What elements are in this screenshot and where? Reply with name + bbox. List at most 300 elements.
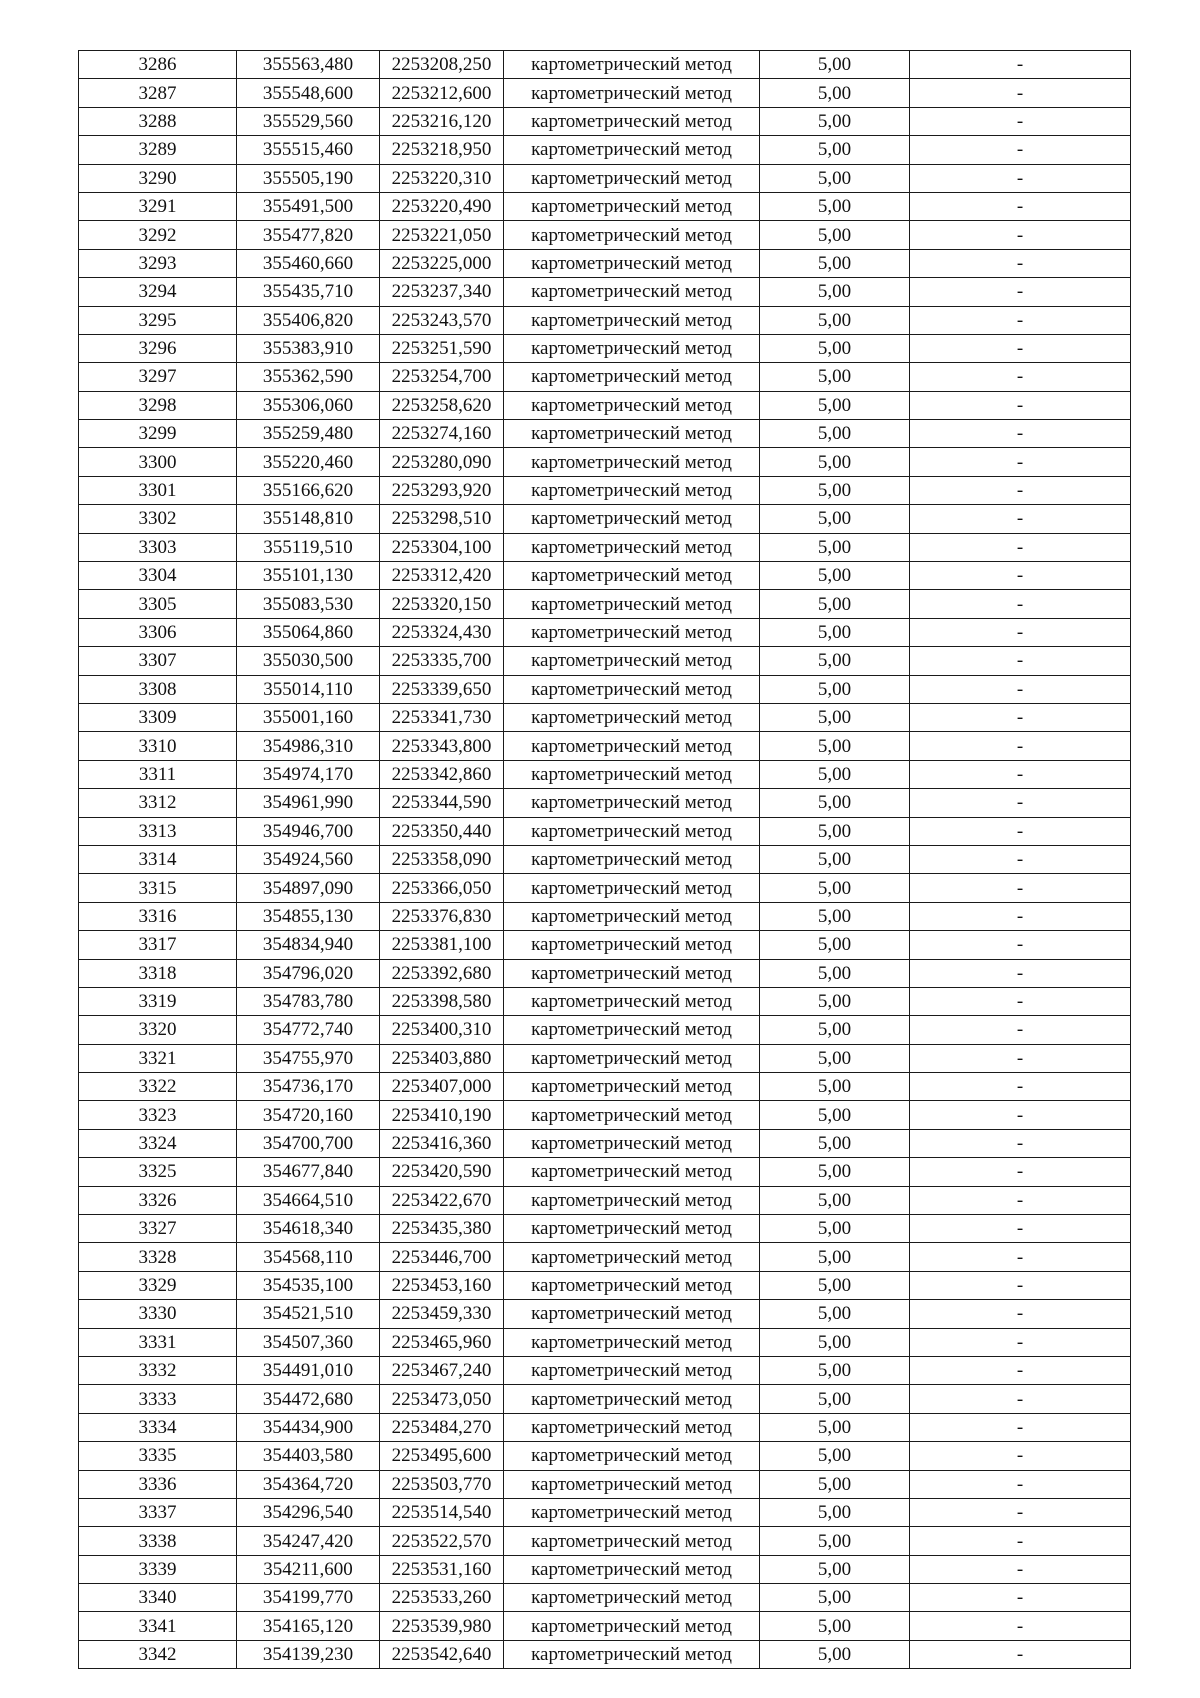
method-cell: картометрический метод [504,618,760,646]
x-coordinate-cell: 355529,560 [237,107,380,135]
description-cell: - [910,221,1131,249]
y-coordinate-cell: 2253465,960 [380,1328,504,1356]
accuracy-cell: 5,00 [760,1385,910,1413]
y-coordinate-cell: 2253237,340 [380,278,504,306]
coordinates-table [78,50,1131,1669]
description-cell: - [910,675,1131,703]
table-row [79,391,1131,419]
method-cell: картометрический метод [504,1470,760,1498]
accuracy-cell: 5,00 [760,902,910,930]
y-coordinate-cell: 2253208,250 [380,51,504,79]
y-coordinate-cell: 2253522,570 [380,1527,504,1555]
table-row [79,448,1131,476]
x-coordinate-cell: 355148,810 [237,505,380,533]
x-coordinate-cell: 354568,110 [237,1243,380,1271]
method-cell: картометрический метод [504,1101,760,1129]
x-coordinate-cell: 355064,860 [237,618,380,646]
description-cell: - [910,1101,1131,1129]
accuracy-cell: 5,00 [760,987,910,1015]
table-row [79,51,1131,79]
table-row [79,618,1131,646]
point-number-cell: 3288 [79,107,237,135]
method-cell: картометрический метод [504,448,760,476]
y-coordinate-cell: 2253514,540 [380,1498,504,1526]
description-cell: - [910,1215,1131,1243]
description-cell: - [910,79,1131,107]
description-cell: - [910,1243,1131,1271]
point-number-cell: 3298 [79,391,237,419]
point-number-cell: 3321 [79,1044,237,1072]
table-row [79,1470,1131,1498]
point-number-cell: 3308 [79,675,237,703]
point-number-cell: 3342 [79,1640,237,1668]
y-coordinate-cell: 2253381,100 [380,931,504,959]
y-coordinate-cell: 2253403,880 [380,1044,504,1072]
y-coordinate-cell: 2253220,310 [380,164,504,192]
x-coordinate-cell: 354139,230 [237,1640,380,1668]
y-coordinate-cell: 2253503,770 [380,1470,504,1498]
table-row [79,874,1131,902]
method-cell: картометрический метод [504,334,760,362]
description-cell: - [910,817,1131,845]
description-cell: - [910,732,1131,760]
x-coordinate-cell: 354986,310 [237,732,380,760]
accuracy-cell: 5,00 [760,1470,910,1498]
method-cell: картометрический метод [504,51,760,79]
point-number-cell: 3316 [79,902,237,930]
y-coordinate-cell: 2253420,590 [380,1158,504,1186]
accuracy-cell: 5,00 [760,1158,910,1186]
y-coordinate-cell: 2253400,310 [380,1016,504,1044]
method-cell: картометрический метод [504,931,760,959]
x-coordinate-cell: 355435,710 [237,278,380,306]
y-coordinate-cell: 2253542,640 [380,1640,504,1668]
x-coordinate-cell: 354618,340 [237,1215,380,1243]
method-cell: картометрический метод [504,192,760,220]
description-cell: - [910,1470,1131,1498]
accuracy-cell: 5,00 [760,562,910,590]
table-row [79,817,1131,845]
x-coordinate-cell: 355563,480 [237,51,380,79]
point-number-cell: 3330 [79,1300,237,1328]
y-coordinate-cell: 2253446,700 [380,1243,504,1271]
description-cell: - [910,902,1131,930]
method-cell: картометрический метод [504,1044,760,1072]
table-row [79,959,1131,987]
description-cell: - [910,1527,1131,1555]
table-row [79,278,1131,306]
y-coordinate-cell: 2253344,590 [380,789,504,817]
point-number-cell: 3328 [79,1243,237,1271]
point-number-cell: 3341 [79,1612,237,1640]
accuracy-cell: 5,00 [760,1612,910,1640]
description-cell: - [910,562,1131,590]
point-number-cell: 3300 [79,448,237,476]
x-coordinate-cell: 354974,170 [237,760,380,788]
table-row [79,789,1131,817]
point-number-cell: 3310 [79,732,237,760]
accuracy-cell: 5,00 [760,51,910,79]
x-coordinate-cell: 354897,090 [237,874,380,902]
table-row [79,1016,1131,1044]
y-coordinate-cell: 2253435,380 [380,1215,504,1243]
table-row [79,703,1131,731]
table-row [79,562,1131,590]
y-coordinate-cell: 2253398,580 [380,987,504,1015]
description-cell: - [910,533,1131,561]
method-cell: картометрический метод [504,817,760,845]
x-coordinate-cell: 354720,160 [237,1101,380,1129]
method-cell: картометрический метод [504,136,760,164]
accuracy-cell: 5,00 [760,675,910,703]
x-coordinate-cell: 354755,970 [237,1044,380,1072]
accuracy-cell: 5,00 [760,1101,910,1129]
point-number-cell: 3334 [79,1413,237,1441]
y-coordinate-cell: 2253392,680 [380,959,504,987]
method-cell: картометрический метод [504,278,760,306]
table-row [79,1215,1131,1243]
y-coordinate-cell: 2253539,980 [380,1612,504,1640]
point-number-cell: 3289 [79,136,237,164]
description-cell: - [910,1356,1131,1384]
x-coordinate-cell: 355166,620 [237,476,380,504]
point-number-cell: 3301 [79,476,237,504]
table-row [79,647,1131,675]
x-coordinate-cell: 355306,060 [237,391,380,419]
accuracy-cell: 5,00 [760,931,910,959]
table-row [79,760,1131,788]
x-coordinate-cell: 354364,720 [237,1470,380,1498]
description-cell: - [910,1385,1131,1413]
table-row [79,476,1131,504]
description-cell: - [910,959,1131,987]
method-cell: картометрический метод [504,476,760,504]
x-coordinate-cell: 354491,010 [237,1356,380,1384]
description-cell: - [910,590,1131,618]
method-cell: картометрический метод [504,902,760,930]
y-coordinate-cell: 2253293,920 [380,476,504,504]
point-number-cell: 3304 [79,562,237,590]
accuracy-cell: 5,00 [760,959,910,987]
y-coordinate-cell: 2253298,510 [380,505,504,533]
description-cell: - [910,1129,1131,1157]
method-cell: картометрический метод [504,562,760,590]
y-coordinate-cell: 2253416,360 [380,1129,504,1157]
accuracy-cell: 5,00 [760,249,910,277]
description-cell: - [910,1640,1131,1668]
description-cell: - [910,874,1131,902]
table-row [79,107,1131,135]
table-row [79,136,1131,164]
table-row [79,1442,1131,1470]
point-number-cell: 3286 [79,51,237,79]
description-cell: - [910,278,1131,306]
point-number-cell: 3333 [79,1385,237,1413]
table-row [79,675,1131,703]
accuracy-cell: 5,00 [760,448,910,476]
table-row [79,1044,1131,1072]
method-cell: картометрический метод [504,221,760,249]
y-coordinate-cell: 2253221,050 [380,221,504,249]
y-coordinate-cell: 2253410,190 [380,1101,504,1129]
y-coordinate-cell: 2253342,860 [380,760,504,788]
point-number-cell: 3323 [79,1101,237,1129]
y-coordinate-cell: 2253366,050 [380,874,504,902]
x-coordinate-cell: 355030,500 [237,647,380,675]
accuracy-cell: 5,00 [760,1640,910,1668]
accuracy-cell: 5,00 [760,789,910,817]
y-coordinate-cell: 2253533,260 [380,1584,504,1612]
accuracy-cell: 5,00 [760,278,910,306]
description-cell: - [910,306,1131,334]
accuracy-cell: 5,00 [760,1498,910,1526]
description-cell: - [910,505,1131,533]
table-row [79,1300,1131,1328]
description-cell: - [910,420,1131,448]
y-coordinate-cell: 2253320,150 [380,590,504,618]
point-number-cell: 3303 [79,533,237,561]
accuracy-cell: 5,00 [760,1300,910,1328]
accuracy-cell: 5,00 [760,618,910,646]
description-cell: - [910,1073,1131,1101]
point-number-cell: 3325 [79,1158,237,1186]
description-cell: - [910,476,1131,504]
point-number-cell: 3296 [79,334,237,362]
x-coordinate-cell: 354783,780 [237,987,380,1015]
accuracy-cell: 5,00 [760,1186,910,1214]
point-number-cell: 3287 [79,79,237,107]
description-cell: - [910,249,1131,277]
point-number-cell: 3295 [79,306,237,334]
accuracy-cell: 5,00 [760,647,910,675]
description-cell: - [910,1328,1131,1356]
table-row [79,845,1131,873]
method-cell: картометрический метод [504,505,760,533]
x-coordinate-cell: 355383,910 [237,334,380,362]
point-number-cell: 3339 [79,1555,237,1583]
description-cell: - [910,1498,1131,1526]
x-coordinate-cell: 354472,680 [237,1385,380,1413]
description-cell: - [910,1584,1131,1612]
point-number-cell: 3327 [79,1215,237,1243]
table-row [79,1101,1131,1129]
method-cell: картометрический метод [504,1385,760,1413]
method-cell: картометрический метод [504,1158,760,1186]
table-row [79,306,1131,334]
y-coordinate-cell: 2253407,000 [380,1073,504,1101]
point-number-cell: 3322 [79,1073,237,1101]
y-coordinate-cell: 2253341,730 [380,703,504,731]
accuracy-cell: 5,00 [760,533,910,561]
method-cell: картометрический метод [504,306,760,334]
point-number-cell: 3302 [79,505,237,533]
point-number-cell: 3319 [79,987,237,1015]
x-coordinate-cell: 354199,770 [237,1584,380,1612]
table-row [79,1243,1131,1271]
table-row [79,1328,1131,1356]
x-coordinate-cell: 355362,590 [237,363,380,391]
y-coordinate-cell: 2253422,670 [380,1186,504,1214]
method-cell: картометрический метод [504,703,760,731]
accuracy-cell: 5,00 [760,1527,910,1555]
point-number-cell: 3320 [79,1016,237,1044]
point-number-cell: 3336 [79,1470,237,1498]
accuracy-cell: 5,00 [760,1044,910,1072]
method-cell: картометрический метод [504,1271,760,1299]
table-row [79,79,1131,107]
y-coordinate-cell: 2253274,160 [380,420,504,448]
table-row [79,1527,1131,1555]
method-cell: картометрический метод [504,789,760,817]
method-cell: картометрический метод [504,1584,760,1612]
point-number-cell: 3317 [79,931,237,959]
description-cell: - [910,760,1131,788]
point-number-cell: 3340 [79,1584,237,1612]
table-row [79,1413,1131,1441]
table-row [79,1073,1131,1101]
description-cell: - [910,51,1131,79]
y-coordinate-cell: 2253324,430 [380,618,504,646]
table-row [79,1640,1131,1668]
table-row [79,363,1131,391]
description-cell: - [910,1044,1131,1072]
accuracy-cell: 5,00 [760,1584,910,1612]
point-number-cell: 3324 [79,1129,237,1157]
table-row [79,931,1131,959]
table-row [79,1356,1131,1384]
y-coordinate-cell: 2253339,650 [380,675,504,703]
method-cell: картометрический метод [504,1555,760,1583]
method-cell: картометрический метод [504,987,760,1015]
description-cell: - [910,789,1131,817]
y-coordinate-cell: 2253467,240 [380,1356,504,1384]
point-number-cell: 3329 [79,1271,237,1299]
method-cell: картометрический метод [504,647,760,675]
point-number-cell: 3309 [79,703,237,731]
table-row [79,732,1131,760]
description-cell: - [910,107,1131,135]
point-number-cell: 3326 [79,1186,237,1214]
x-coordinate-cell: 354700,700 [237,1129,380,1157]
x-coordinate-cell: 355119,510 [237,533,380,561]
table-row [79,420,1131,448]
y-coordinate-cell: 2253343,800 [380,732,504,760]
y-coordinate-cell: 2253216,120 [380,107,504,135]
y-coordinate-cell: 2253212,600 [380,79,504,107]
table-row [79,164,1131,192]
x-coordinate-cell: 355001,160 [237,703,380,731]
y-coordinate-cell: 2253251,590 [380,334,504,362]
description-cell: - [910,845,1131,873]
table-row [79,1612,1131,1640]
method-cell: картометрический метод [504,1442,760,1470]
description-cell: - [910,931,1131,959]
accuracy-cell: 5,00 [760,1442,910,1470]
y-coordinate-cell: 2253350,440 [380,817,504,845]
table-row [79,249,1131,277]
accuracy-cell: 5,00 [760,391,910,419]
description-cell: - [910,1158,1131,1186]
description-cell: - [910,1271,1131,1299]
accuracy-cell: 5,00 [760,306,910,334]
y-coordinate-cell: 2253495,600 [380,1442,504,1470]
x-coordinate-cell: 354165,120 [237,1612,380,1640]
accuracy-cell: 5,00 [760,505,910,533]
x-coordinate-cell: 354855,130 [237,902,380,930]
accuracy-cell: 5,00 [760,1328,910,1356]
y-coordinate-cell: 2253531,160 [380,1555,504,1583]
table-row [79,987,1131,1015]
point-number-cell: 3331 [79,1328,237,1356]
method-cell: картометрический метод [504,533,760,561]
method-cell: картометрический метод [504,1356,760,1384]
coordinates-table-body [79,51,1131,1669]
description-cell: - [910,1300,1131,1328]
method-cell: картометрический метод [504,732,760,760]
point-number-cell: 3311 [79,760,237,788]
accuracy-cell: 5,00 [760,164,910,192]
point-number-cell: 3314 [79,845,237,873]
y-coordinate-cell: 2253335,700 [380,647,504,675]
y-coordinate-cell: 2253484,270 [380,1413,504,1441]
method-cell: картометрический метод [504,874,760,902]
point-number-cell: 3338 [79,1527,237,1555]
method-cell: картометрический метод [504,363,760,391]
x-coordinate-cell: 354834,940 [237,931,380,959]
y-coordinate-cell: 2253254,700 [380,363,504,391]
point-number-cell: 3312 [79,789,237,817]
table-row [79,1555,1131,1583]
method-cell: картометрический метод [504,1186,760,1214]
x-coordinate-cell: 354677,840 [237,1158,380,1186]
x-coordinate-cell: 354664,510 [237,1186,380,1214]
method-cell: картометрический метод [504,675,760,703]
table-row [79,590,1131,618]
x-coordinate-cell: 355014,110 [237,675,380,703]
accuracy-cell: 5,00 [760,1016,910,1044]
x-coordinate-cell: 354434,900 [237,1413,380,1441]
x-coordinate-cell: 354946,700 [237,817,380,845]
y-coordinate-cell: 2253358,090 [380,845,504,873]
x-coordinate-cell: 354961,990 [237,789,380,817]
accuracy-cell: 5,00 [760,420,910,448]
accuracy-cell: 5,00 [760,136,910,164]
table-row [79,533,1131,561]
description-cell: - [910,192,1131,220]
x-coordinate-cell: 355515,460 [237,136,380,164]
x-coordinate-cell: 355220,460 [237,448,380,476]
accuracy-cell: 5,00 [760,334,910,362]
y-coordinate-cell: 2253453,160 [380,1271,504,1299]
method-cell: картометрический метод [504,249,760,277]
point-number-cell: 3297 [79,363,237,391]
table-row [79,505,1131,533]
x-coordinate-cell: 354507,360 [237,1328,380,1356]
x-coordinate-cell: 354772,740 [237,1016,380,1044]
description-cell: - [910,618,1131,646]
x-coordinate-cell: 355505,190 [237,164,380,192]
y-coordinate-cell: 2253225,000 [380,249,504,277]
method-cell: картометрический метод [504,1073,760,1101]
accuracy-cell: 5,00 [760,590,910,618]
x-coordinate-cell: 355477,820 [237,221,380,249]
accuracy-cell: 5,00 [760,1243,910,1271]
y-coordinate-cell: 2253258,620 [380,391,504,419]
table-row [79,1584,1131,1612]
description-cell: - [910,1186,1131,1214]
accuracy-cell: 5,00 [760,760,910,788]
accuracy-cell: 5,00 [760,107,910,135]
